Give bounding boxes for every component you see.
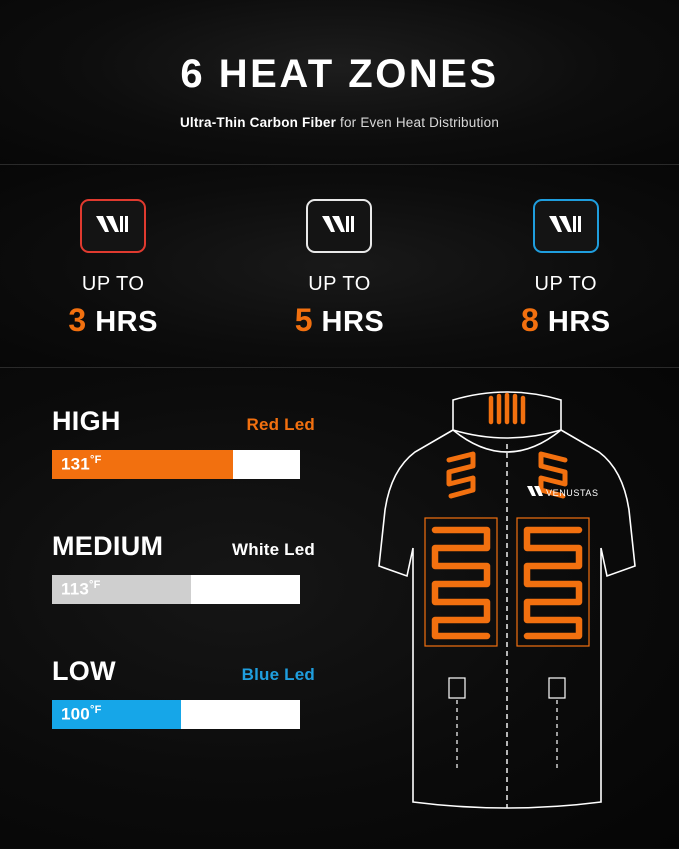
level-hours-unit: HRS	[95, 306, 158, 338]
temperature-bar-fill	[52, 700, 181, 729]
mode-led-label: White Led	[231, 540, 315, 559]
temperature-number: 100	[61, 704, 90, 724]
temperature-unit: °F	[89, 454, 102, 467]
level-hours	[521, 302, 611, 339]
temperature-value	[52, 454, 102, 475]
temperature-section	[0, 368, 679, 848]
temperature-value	[52, 579, 101, 600]
vest-brand-label: VENUSTAS	[546, 488, 599, 498]
temperature-bar	[52, 575, 300, 604]
level-hours-number: 3	[68, 302, 87, 338]
mode-name: HIGH	[52, 406, 121, 436]
subtitle-rest: for Even Heat Distribution	[336, 115, 500, 130]
level-item	[0, 165, 226, 367]
temperature-bar	[52, 450, 300, 479]
temperature-bar	[52, 700, 300, 729]
venustas-logo-icon	[80, 199, 146, 253]
page-title: 6 HEAT ZONES	[180, 52, 499, 96]
temperature-number: 113	[61, 579, 90, 599]
venustas-logo-icon	[306, 199, 372, 253]
level-item	[226, 165, 452, 367]
heat-mode-low	[52, 656, 317, 729]
temperature-unit: °F	[89, 579, 101, 592]
temperature-unit: °F	[89, 704, 102, 717]
level-hours-unit: HRS	[321, 306, 385, 338]
level-hours	[295, 302, 385, 339]
mode-led-label: Blue Led	[241, 665, 315, 684]
level-hours-number: 5	[294, 302, 313, 338]
venustas-logo-icon	[533, 199, 599, 253]
mode-header	[52, 531, 317, 562]
level-hours-number: 8	[521, 302, 540, 338]
level-upto-label: UP TO	[308, 273, 371, 295]
temperature-bar-fill	[52, 450, 233, 479]
heated-vest-illustration	[357, 378, 657, 823]
mode-led-label: Red Led	[246, 415, 315, 434]
level-hours	[68, 302, 158, 339]
temperature-bar-fill	[52, 575, 191, 604]
battery-levels-section	[0, 165, 679, 368]
header-section	[0, 0, 679, 165]
mode-header	[52, 656, 317, 687]
level-upto-label: UP TO	[81, 273, 145, 295]
mode-name: LOW	[52, 656, 116, 686]
temperature-number: 131	[61, 454, 90, 474]
mode-name: MEDIUM	[52, 531, 164, 561]
page-subtitle	[180, 115, 499, 130]
heat-mode-high	[52, 406, 317, 479]
subtitle-strong: Ultra-Thin Carbon Fiber	[179, 115, 337, 130]
level-upto-label: UP TO	[534, 273, 598, 295]
level-hours-unit: HRS	[547, 306, 611, 338]
mode-header	[52, 406, 317, 437]
temperature-value	[52, 704, 102, 725]
heat-mode-list	[52, 406, 317, 729]
heat-mode-medium	[52, 531, 317, 604]
level-item	[453, 165, 679, 367]
